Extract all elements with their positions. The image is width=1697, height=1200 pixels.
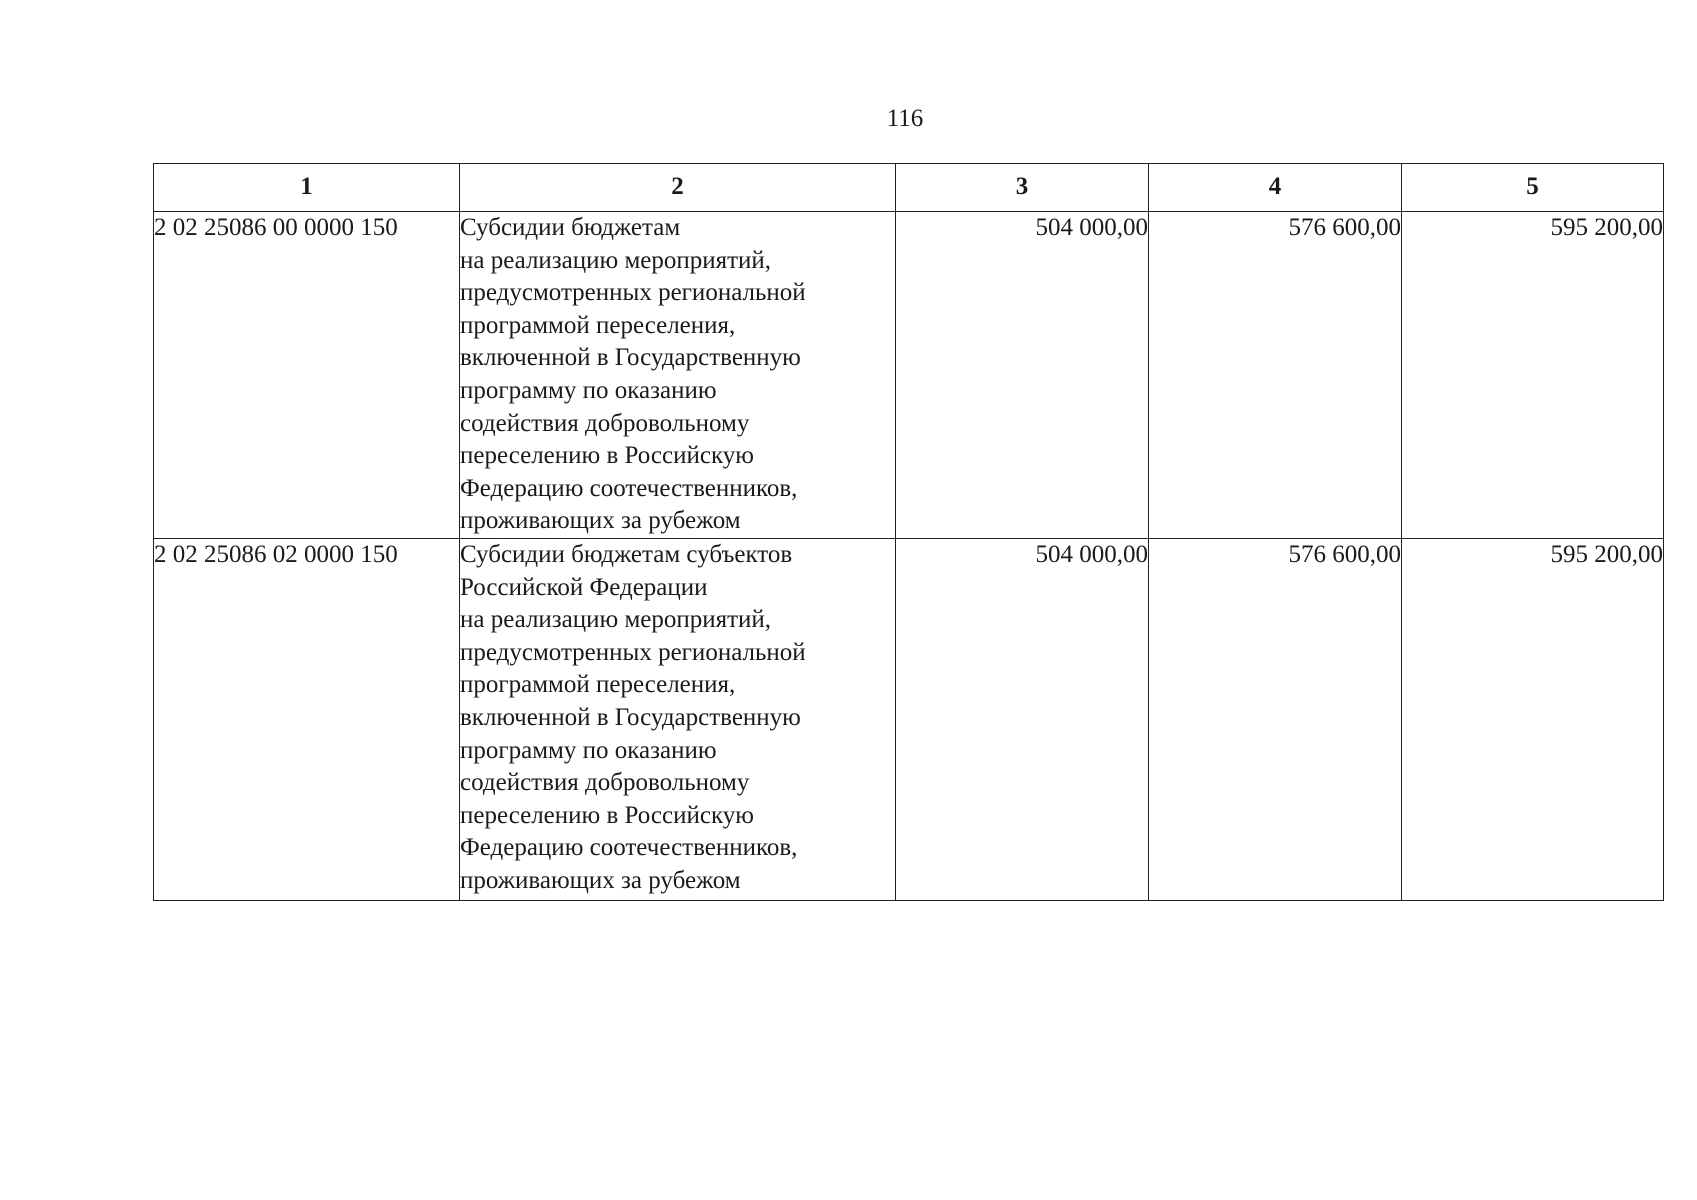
description-line: на реализацию мероприятий, (460, 246, 772, 274)
table-row (154, 212, 1664, 539)
table-row (154, 539, 1664, 901)
amount-col-3: 504 000,00 (896, 212, 1149, 539)
description-line: переселению в Российскую (460, 442, 754, 470)
amount-col-5: 595 200,00 (1402, 539, 1664, 901)
description-line: переселению в Российскую (460, 801, 754, 829)
page-number: 116 (886, 105, 924, 132)
amount-col-4: 576 600,00 (1149, 212, 1402, 539)
description-line: содействия добровольному (460, 409, 750, 437)
header-col-2: 2 (460, 164, 896, 212)
description-line: проживающих за рубежом (460, 507, 741, 535)
amount-col-4: 576 600,00 (1149, 539, 1402, 901)
description-line: программой переселения, (460, 671, 736, 699)
description-line: Российской Федерации (460, 573, 708, 601)
description-line: Федерацию соотечественников, (460, 474, 798, 502)
header-col-3: 3 (896, 164, 1149, 212)
description-line: предусмотренных региональной (460, 279, 806, 307)
description-line: Субсидии бюджетам субъектов (460, 541, 793, 568)
row-description (460, 539, 896, 901)
description-line: проживающих за рубежом (460, 866, 741, 894)
header-col-4: 4 (1149, 164, 1402, 212)
amount-col-3: 504 000,00 (896, 539, 1149, 901)
description-line: на реализацию мероприятий, (460, 606, 772, 634)
description-line: Субсидии бюджетам (460, 214, 681, 241)
description-line: программу по оказанию (460, 736, 717, 764)
header-col-5: 5 (1402, 164, 1664, 212)
description-line: программу по оказанию (460, 376, 717, 404)
description-line: предусмотренных региональной (460, 638, 806, 666)
description-line: Федерацию соотечественников, (460, 834, 798, 862)
header-col-1: 1 (154, 164, 460, 212)
description-line: включенной в Государственную (460, 703, 801, 731)
budget-code: 2 02 25086 02 0000 150 (154, 539, 460, 901)
amount-col-5: 595 200,00 (1402, 212, 1664, 539)
description-line: программой переселения, (460, 311, 736, 339)
table-header-row (154, 164, 1664, 212)
description-line: включенной в Государственную (460, 344, 801, 372)
row-description (460, 212, 896, 539)
budget-code: 2 02 25086 00 0000 150 (154, 212, 460, 539)
budget-table (153, 163, 1664, 901)
description-line: содействия добровольному (460, 769, 750, 797)
